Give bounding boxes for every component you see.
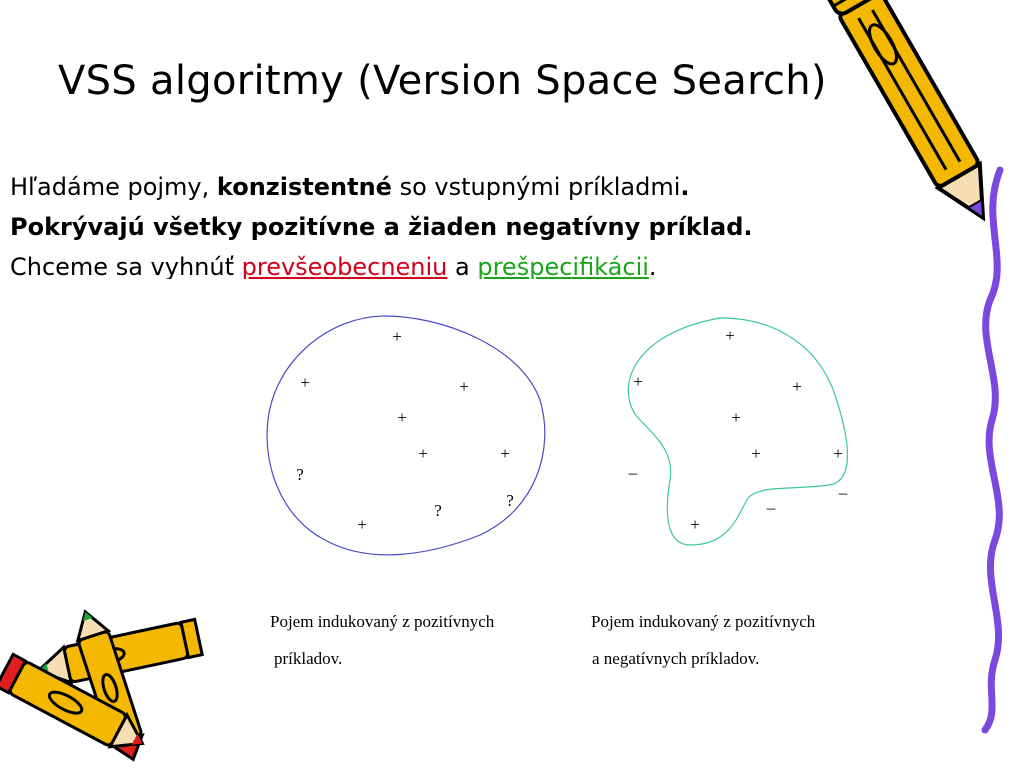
right-mark: – (838, 483, 848, 502)
line3-green-term: prešpecifikácii (477, 253, 649, 279)
left-mark: + (357, 515, 367, 534)
left-mark: ? (296, 465, 304, 484)
left-mark: + (418, 444, 428, 463)
right-caption-line-1: Pojem indukovaný z pozitívnych (591, 612, 816, 631)
left-mark: + (300, 373, 310, 392)
left-mark: + (397, 408, 407, 427)
left-mark: + (392, 327, 402, 346)
right-mark: + (751, 444, 761, 463)
left-mark: ? (506, 491, 514, 510)
right-mark: – (766, 498, 776, 517)
line3-part1: Chceme sa vyhnúť (10, 253, 242, 279)
right-mark: – (628, 463, 638, 482)
line1-bold-term: konzistentné (216, 173, 392, 201)
line1-part2: so vstupnými príkladmi (391, 173, 681, 201)
left-mark: + (500, 444, 510, 463)
left-caption-line-1: Pojem indukovaný z pozitívnych (270, 612, 495, 631)
left-concept-outline (267, 316, 545, 555)
left-mark: ? (434, 501, 442, 520)
right-mark: + (690, 515, 700, 534)
line3-end: . (648, 253, 657, 279)
right-mark: + (792, 377, 802, 396)
pencils-bottom-left-icon (0, 607, 202, 764)
pencil-top-right-icon (822, 0, 1004, 230)
left-marks (296, 327, 514, 534)
squiggle-border (985, 170, 1000, 730)
right-caption-line-2: a negatívnych príkladov. (592, 649, 760, 668)
left-mark: + (459, 377, 469, 396)
right-concept-outline (628, 318, 847, 545)
line3-mid: a (447, 253, 478, 279)
line3-red-term: prevšeobecneniu (241, 253, 448, 279)
right-mark: + (731, 408, 741, 427)
line1-end: . (680, 173, 690, 201)
right-marks (628, 326, 848, 534)
right-mark: + (833, 444, 843, 463)
left-caption-line-2: príkladov. (274, 649, 343, 668)
slide-title: VSS algoritmy (Version Space Search) (58, 58, 827, 104)
right-mark: + (633, 372, 643, 391)
line1-part1: Hľadáme pojmy, (10, 173, 217, 201)
right-mark: + (725, 326, 735, 345)
body-line-2: Pokrývajú všetky pozitívne a žiaden negatívny príklad. (10, 213, 753, 241)
